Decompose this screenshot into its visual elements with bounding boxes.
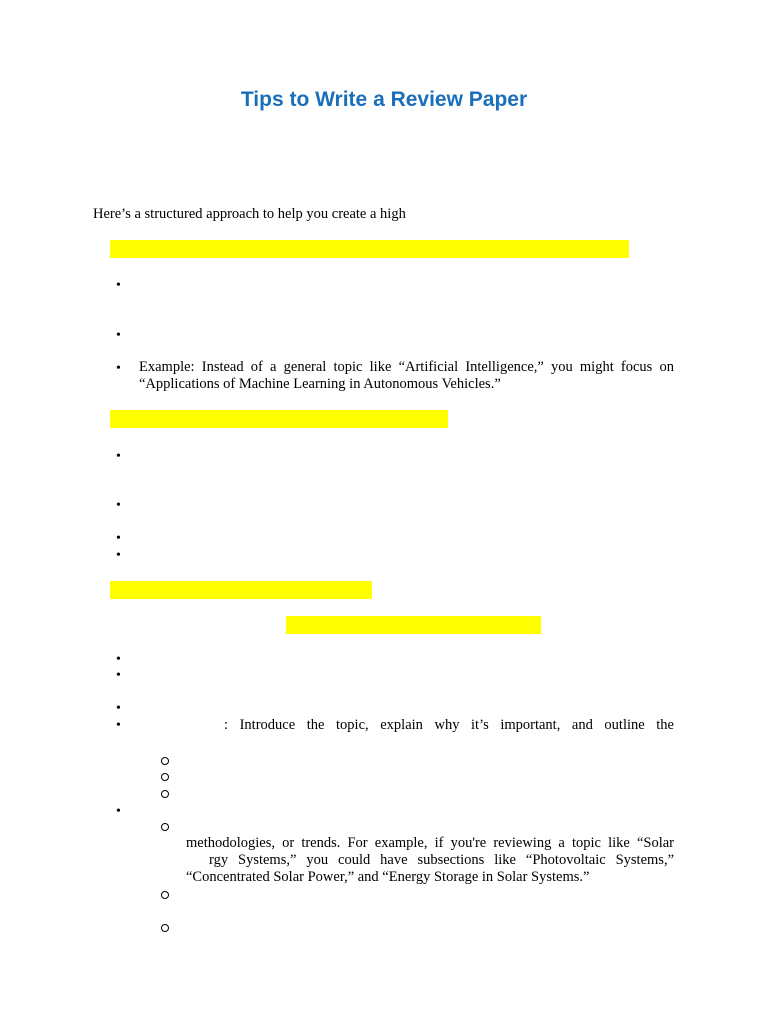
bullet-marker: • [116, 668, 121, 683]
bullet-marker: • [116, 652, 121, 667]
introduction-item-text: : Introduce the topic, explain why it’s important, and outline the [224, 717, 674, 733]
bullet-marker: • [116, 548, 121, 563]
bullet-marker: • [116, 328, 121, 343]
sub-bullet-marker [161, 823, 169, 831]
bullet-marker: • [116, 701, 121, 716]
subsection-text-line-2: rgy Systems,” you could have subsections like “Photovoltaic Systems,” [209, 852, 674, 868]
highlighted-heading-2 [110, 410, 448, 428]
highlighted-subheading [286, 616, 541, 634]
sub-bullet-marker [161, 757, 169, 765]
highlighted-heading-1 [110, 240, 629, 258]
bullet-marker: • [116, 361, 121, 376]
bullet-marker: • [116, 278, 121, 293]
sub-bullet-marker [161, 773, 169, 781]
subsection-text-line-3: “Concentrated Solar Power,” and “Energy Storage in Solar Systems.” [186, 869, 590, 885]
sub-bullet-marker [161, 924, 169, 932]
bullet-marker: • [116, 804, 121, 819]
bullet-marker: • [116, 718, 121, 733]
page-title: Tips to Write a Review Paper [240, 88, 528, 111]
example-text-line-1: Example: Instead of a general topic like “Artificial Intelligence,” you might focus on [139, 359, 674, 375]
subsection-text-line-1: methodologies, or trends. For example, if you're reviewing a topic like “Solar [186, 835, 674, 851]
bullet-marker: • [116, 498, 121, 513]
sub-bullet-marker [161, 891, 169, 899]
bullet-marker: • [116, 449, 121, 464]
bullet-marker: • [116, 531, 121, 546]
example-text-line-2: “Applications of Machine Learning in Autonomous Vehicles.” [139, 376, 501, 392]
sub-bullet-marker [161, 790, 169, 798]
intro-paragraph: Here’s a structured approach to help you create a high [93, 206, 406, 222]
highlighted-heading-3 [110, 581, 372, 599]
